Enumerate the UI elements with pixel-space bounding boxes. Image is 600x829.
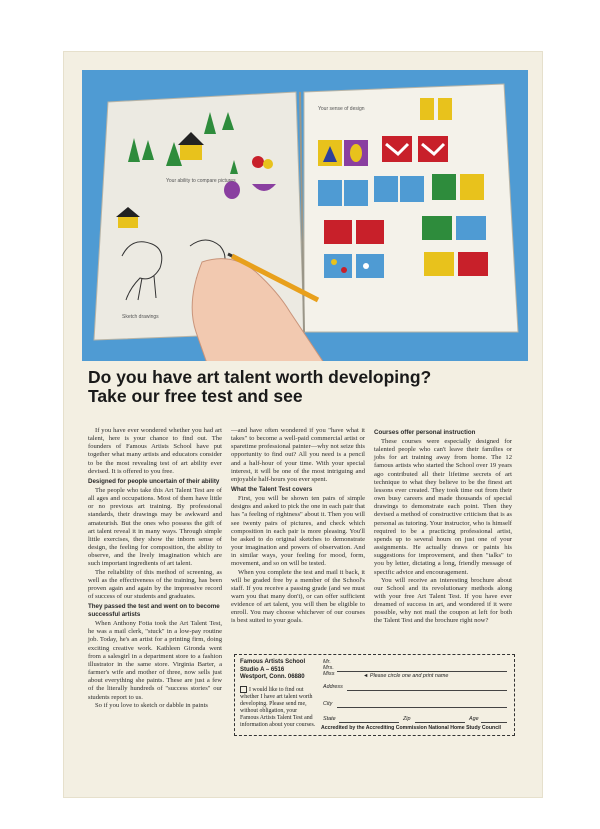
coupon-studio: Studio A – 6516 [240,666,285,673]
illustration-open-workbook [82,70,528,361]
caption-compare-pictures: Your ability to compare pictures [166,178,236,184]
col1-subhead-1: Designed for people uncertain of their ability [88,477,220,485]
caption-sense-of-design: Your sense of design [318,106,365,112]
name-field[interactable] [337,671,507,672]
caption-sketch-drawings: Sketch drawings [122,314,159,320]
city-label: City [323,701,333,707]
body-column-2 [231,427,365,626]
col3-paragraph-1: These courses were especially designed for talented people who can't leave their families or jobs for art training away from home. The 12 famous artists who started the School over 19 years ago contributed all their lifetime secrets of art technique to what they believe to be the finest art lessons ever created. They took time out from their own busy careers and made thousands of special drawings to demonstrate each point. Then they devised a method of constructive criticism that is as personal as tutoring. Your instructor, who is himself required to be a practicing professional artist, spends up to several hours on just one of your assignments. He actually draws or paints his suggestions for improvement, and then "talks" to you by letter, dictating a long, friendly message of specific advice and encouragement. [374,438,512,576]
title-options[interactable] [323,659,335,677]
age-label: Age [469,716,479,722]
title-miss[interactable]: Miss [323,671,335,677]
col1-subhead-2: They passed the test and went on to become successful artists [88,603,220,619]
title-mr[interactable]: Mr. [323,659,331,665]
zip-label: Zip [403,716,411,722]
headline [88,368,528,406]
col1-paragraph-2: The people who take this Art Talent Test are of all ages and occupations. Most of them have little or no previous art training. By professional standards, their drawings may be awkward and amateurish. But the ones who possess the gift of art talent reveal it in many ways. Through simple little exercises, they show the inborn sense of design, the feeling for composition, the ability to observe, and the lively imagination which are such important ingredients of art talent. [88,486,222,568]
mail-in-coupon[interactable] [234,654,515,736]
col2-paragraph-3: When you complete the test and mail it back, it will be graded free by a member of the School's staff. If you receive a passing grade (and we must warn you that many don't), or can offer sufficient evidence of art talent, you will then be eligible to enroll. You may choose whichever of our courses is best suited to your goals. [231,568,365,625]
col3-paragraph-2: You will receive an interesting brochure about our School and its revolutionary methods along with your free Art Talent Test. If you have ever dreamed of success in art, and wondered if it were possible, why not mail the coupon at left for both the Talent Test and the brochure right now? [374,576,512,625]
state-label: State [323,716,336,722]
workbook-drawing [82,70,528,361]
col1-paragraph-5: So if you love to sketch or dabble in paints [95,701,208,709]
coupon-request-text: I would like to find out whether I have art talent worth developing. Please send me, without obligation, your Famous Artists Talent Test and information about your courses. [240,686,316,728]
col2-paragraph-1: —and have often wondered if you "have what it takes" to become a well-paid commercial artist or sparetime professional painter—why not seize this opportunity to find out? All you need is a pencil and a half-hour of your time. With your special interest, it will be one of the most intriguing and enjoyable half-hours you ever spent. [231,427,365,483]
circle-note: Please circle one and print name [369,673,449,679]
headline-line-2: Take our free test and see [88,386,303,406]
coupon-request [240,686,317,729]
coupon-city: Westport, Conn. 06880 [240,674,305,680]
state-field[interactable] [339,722,399,723]
col2-paragraph-2: First, you will be shown ten pairs of simple designs and asked to pick the one in each pair that has "a feeling of rightness" about it. Then you will see twenty pairs of pictures, and check which composition in each pair is more pleasing. You'll be asked to do original sketches to demonstrate your imagination and powers of observation. And in similar ways, your feeling for mood, form, movement, and so on will be tested. [231,495,365,568]
col1-paragraph-3: The reliability of this method of screening, as well as the effectiveness of the training, has been proven again and again by the impressive record of success of our students and graduates. [88,568,222,600]
col1-paragraph-4: When Anthony Fotia took the Art Talent Test, he was a mail clerk, "stuck" in a low-pay routine job. Today, he's an artist for a printing firm, doing exciting creative work. Kathleen Gironda went from a salesgirl in a department store to a fashion illustrator in the same store. Virginia Barter, a farmer's wife and mother of three, now sells just about everything she paints. These are just a few of the literally hundreds of "success stories" our students report to us. [88,620,222,701]
circle-arrow-icon: ◄ [363,673,369,679]
body-column-3 [374,427,512,626]
coupon-school-address [240,659,305,682]
request-checkbox[interactable] [240,686,247,693]
coupon-school-name: Famous Artists School [240,659,306,665]
address-label: Address [323,684,343,690]
city-field[interactable] [337,707,507,708]
zip-field[interactable] [415,722,465,723]
age-field[interactable] [481,722,507,723]
book-right-page [304,84,518,332]
accreditation-note: Accredited by the Accrediting Commission National Home Study Council [321,725,501,731]
col1-paragraph-1: If you have ever wondered whether you had art talent, here is your chance to find out. The founders of Famous Artists School have put together what many artists and educators consider to be the most revealing test of art ability ever devised. It is offered to you free. [88,427,222,475]
headline-line-1: Do you have art talent worth developing? [88,367,432,387]
col2-subhead-1: What the Talent Test covers [231,486,313,494]
col3-subhead-1: Courses offer personal instruction [374,429,476,436]
title-mrs[interactable]: Mrs. [323,665,334,671]
address-field[interactable] [347,690,507,691]
body-column-1 [88,427,222,710]
